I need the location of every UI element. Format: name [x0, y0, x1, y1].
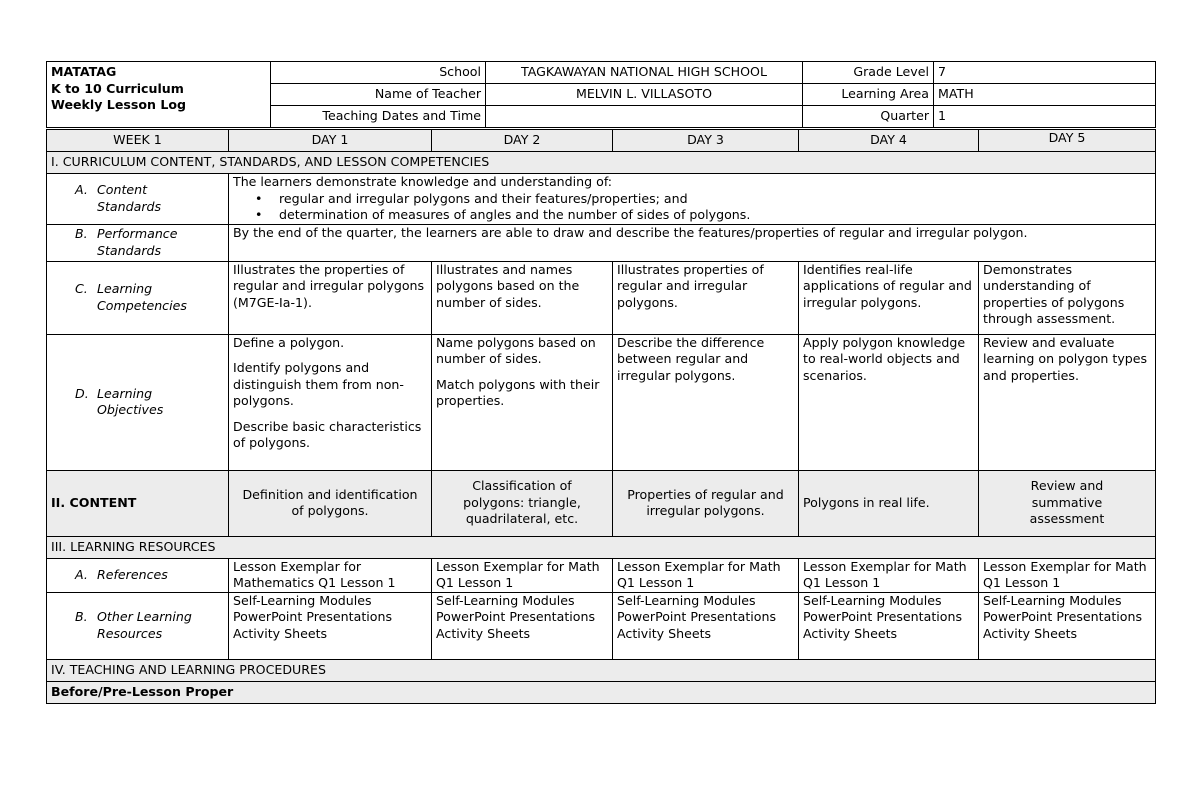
references-day-3: Lesson Exemplar for Math Q1 Lesson 1: [613, 558, 799, 592]
label-line: Objectives: [97, 402, 164, 417]
competency-day-2: Illustrates and names polygons based on the number of sides.: [432, 261, 613, 334]
label-line: Resources: [97, 625, 163, 641]
objective-item: Review and evaluate learning on polygon types and properties.: [983, 334, 1148, 383]
objective-item: Apply polygon knowledge to real-world objects and scenarios.: [803, 334, 966, 383]
competencies-label: [47, 261, 229, 334]
content-section-title: II. CONTENT: [47, 470, 229, 536]
objectives-day-1: [229, 334, 432, 470]
row-letter: A.: [75, 566, 88, 582]
list-item: • regular and irregular polygons and their features/properties; and: [279, 191, 1151, 208]
learning-area-value: MATH: [934, 84, 1156, 106]
objectives-day-5: [979, 334, 1156, 470]
performance-standards-text: By the end of the quarter, the learners are able to draw and describe the features/properties of regular and irregular polygon.: [229, 224, 1156, 261]
label-line: Learning: [97, 281, 153, 296]
resource-item: Self-Learning Modules: [617, 592, 756, 608]
day-4-header: DAY 4: [799, 130, 979, 152]
day-5-header: DAY 5: [979, 130, 1156, 152]
references-day-2: Lesson Exemplar for Math Q1 Lesson 1: [432, 558, 613, 592]
resource-item: Activity Sheets: [803, 625, 898, 641]
learning-area-label: Learning Area: [803, 84, 934, 106]
log-title: [47, 62, 271, 128]
other-resources-day-2: [432, 592, 613, 659]
competency-day-1: Illustrates the properties of regular and irregular polygons (M7GE-Ia-1).: [229, 261, 432, 334]
references-label: [47, 558, 229, 592]
label-line: Standards: [97, 198, 162, 214]
resource-item: Self-Learning Modules: [436, 592, 575, 608]
other-resources-day-4: [799, 592, 979, 659]
resource-item: PowerPoint Presentations: [803, 609, 963, 624]
objectives-day-2: [432, 334, 613, 470]
content-standards-label: [47, 174, 229, 225]
content-day-5: Review and summative assessment: [979, 470, 1156, 536]
section-1-row: [47, 152, 1156, 174]
label-line: Other Learning: [97, 609, 192, 624]
other-resources-day-3: [613, 592, 799, 659]
pre-lesson-title: Before/Pre-Lesson Proper: [47, 681, 1156, 703]
column-header-row: [47, 130, 1156, 152]
objectives-label: [47, 334, 229, 470]
title-line: Weekly Lesson Log: [51, 97, 187, 112]
section-1-title: I. CURRICULUM CONTENT, STANDARDS, AND LESSON COMPETENCIES: [47, 152, 1156, 174]
resource-item: PowerPoint Presentations: [617, 609, 777, 624]
content-day-1: Definition and identification of polygons.: [229, 470, 432, 536]
resource-item: Activity Sheets: [617, 625, 712, 641]
teaching-dates-label: Teaching Dates and Time: [271, 106, 486, 128]
competency-day-5: Demonstrates understanding of properties of polygons through assessment.: [979, 261, 1156, 334]
content-standards-list: [233, 191, 1151, 224]
references-day-4: Lesson Exemplar for Math Q1 Lesson 1: [799, 558, 979, 592]
references-day-1: Lesson Exemplar for Mathematics Q1 Lesson 1: [229, 558, 432, 592]
other-resources-row: [47, 592, 1156, 659]
competency-day-3: Illustrates properties of regular and irregular polygons.: [613, 261, 799, 334]
day-1-header: DAY 1: [229, 130, 432, 152]
content-day-2: Classification of polygons: triangle, quadrilateral, etc.: [432, 470, 613, 536]
teaching-dates-value: [486, 106, 803, 128]
label-line: Performance: [97, 226, 178, 241]
references-day-5: Lesson Exemplar for Math Q1 Lesson 1: [979, 558, 1156, 592]
references-row: [47, 558, 1156, 592]
objective-item: Name polygons based on number of sides.: [436, 334, 596, 366]
row-letter: D.: [75, 385, 89, 401]
school-label: School: [271, 62, 486, 84]
resource-item: PowerPoint Presentations: [983, 609, 1143, 624]
objectives-day-4: [799, 334, 979, 470]
section-4-title: IV. TEACHING AND LEARNING PROCEDURES: [47, 659, 1156, 681]
objective-item: Describe basic characteristics of polygons.: [233, 418, 422, 450]
label-line: Competencies: [97, 297, 187, 313]
content-standards-row: [47, 174, 1156, 225]
row-letter: B.: [75, 226, 88, 241]
quarter-label: Quarter: [803, 106, 934, 128]
resource-item: Activity Sheets: [436, 625, 531, 641]
title-line: K to 10 Curriculum: [51, 80, 184, 96]
day-3-header: DAY 3: [613, 130, 799, 152]
objective-item: Describe the difference between regular and irregular polygons.: [617, 334, 765, 383]
teacher-value: MELVIN L. VILLASOTO: [486, 84, 803, 106]
section-3-row: [47, 536, 1156, 558]
content-day-3: Properties of regular and irregular polygons.: [613, 470, 799, 536]
performance-standards-label: [47, 224, 229, 261]
grade-level-label: Grade Level: [803, 62, 934, 84]
other-resources-day-1: [229, 592, 432, 659]
label-line: Content: [97, 182, 148, 198]
header-table: [46, 61, 1156, 128]
resource-item: Activity Sheets: [233, 625, 328, 641]
other-resources-label: [47, 592, 229, 659]
day-2-header: DAY 2: [432, 130, 613, 152]
label-line: Standards: [97, 242, 162, 258]
objective-item: Match polygons with their properties.: [436, 376, 600, 408]
row-letter: A.: [75, 182, 88, 198]
resource-item: Self-Learning Modules: [983, 592, 1122, 608]
objectives-row: [47, 334, 1156, 470]
performance-standards-row: [47, 224, 1156, 261]
lesson-log-table: [46, 129, 1156, 704]
other-resources-day-5: [979, 592, 1156, 659]
resource-item: PowerPoint Presentations: [233, 609, 393, 624]
title-line: MATATAG: [51, 64, 117, 79]
row-letter: C.: [75, 281, 88, 296]
label-line: Learning: [97, 385, 153, 401]
objective-item: Define a polygon.: [233, 334, 345, 350]
competencies-row: [47, 261, 1156, 334]
school-value: TAGKAWAYAN NATIONAL HIGH SCHOOL: [486, 62, 803, 84]
week-header: WEEK 1: [47, 130, 229, 152]
resource-item: Self-Learning Modules: [233, 592, 372, 608]
row-letter: B.: [75, 609, 88, 624]
resource-item: Self-Learning Modules: [803, 592, 942, 608]
resource-item: Activity Sheets: [983, 625, 1078, 641]
content-standards-intro: The learners demonstrate knowledge and understanding of:: [233, 174, 613, 189]
objectives-day-3: [613, 334, 799, 470]
grade-level-value: 7: [934, 62, 1156, 84]
objective-item: Identify polygons and distinguish them from non-polygons.: [233, 360, 404, 408]
pre-lesson-row: [47, 681, 1156, 703]
competency-day-4: Identifies real-life applications of regular and irregular polygons.: [799, 261, 979, 334]
section-4-row: [47, 659, 1156, 681]
quarter-value: 1: [934, 106, 1156, 128]
label-line: References: [97, 566, 168, 582]
content-day-4: Polygons in real life.: [799, 470, 979, 536]
teacher-label: Name of Teacher: [271, 84, 486, 106]
content-row: [47, 470, 1156, 536]
resource-item: PowerPoint Presentations: [436, 609, 596, 624]
section-3-title: III. LEARNING RESOURCES: [47, 536, 1156, 558]
content-standards-text: [229, 174, 1156, 225]
list-item: • determination of measures of angles and the number of sides of polygons.: [279, 207, 1151, 224]
